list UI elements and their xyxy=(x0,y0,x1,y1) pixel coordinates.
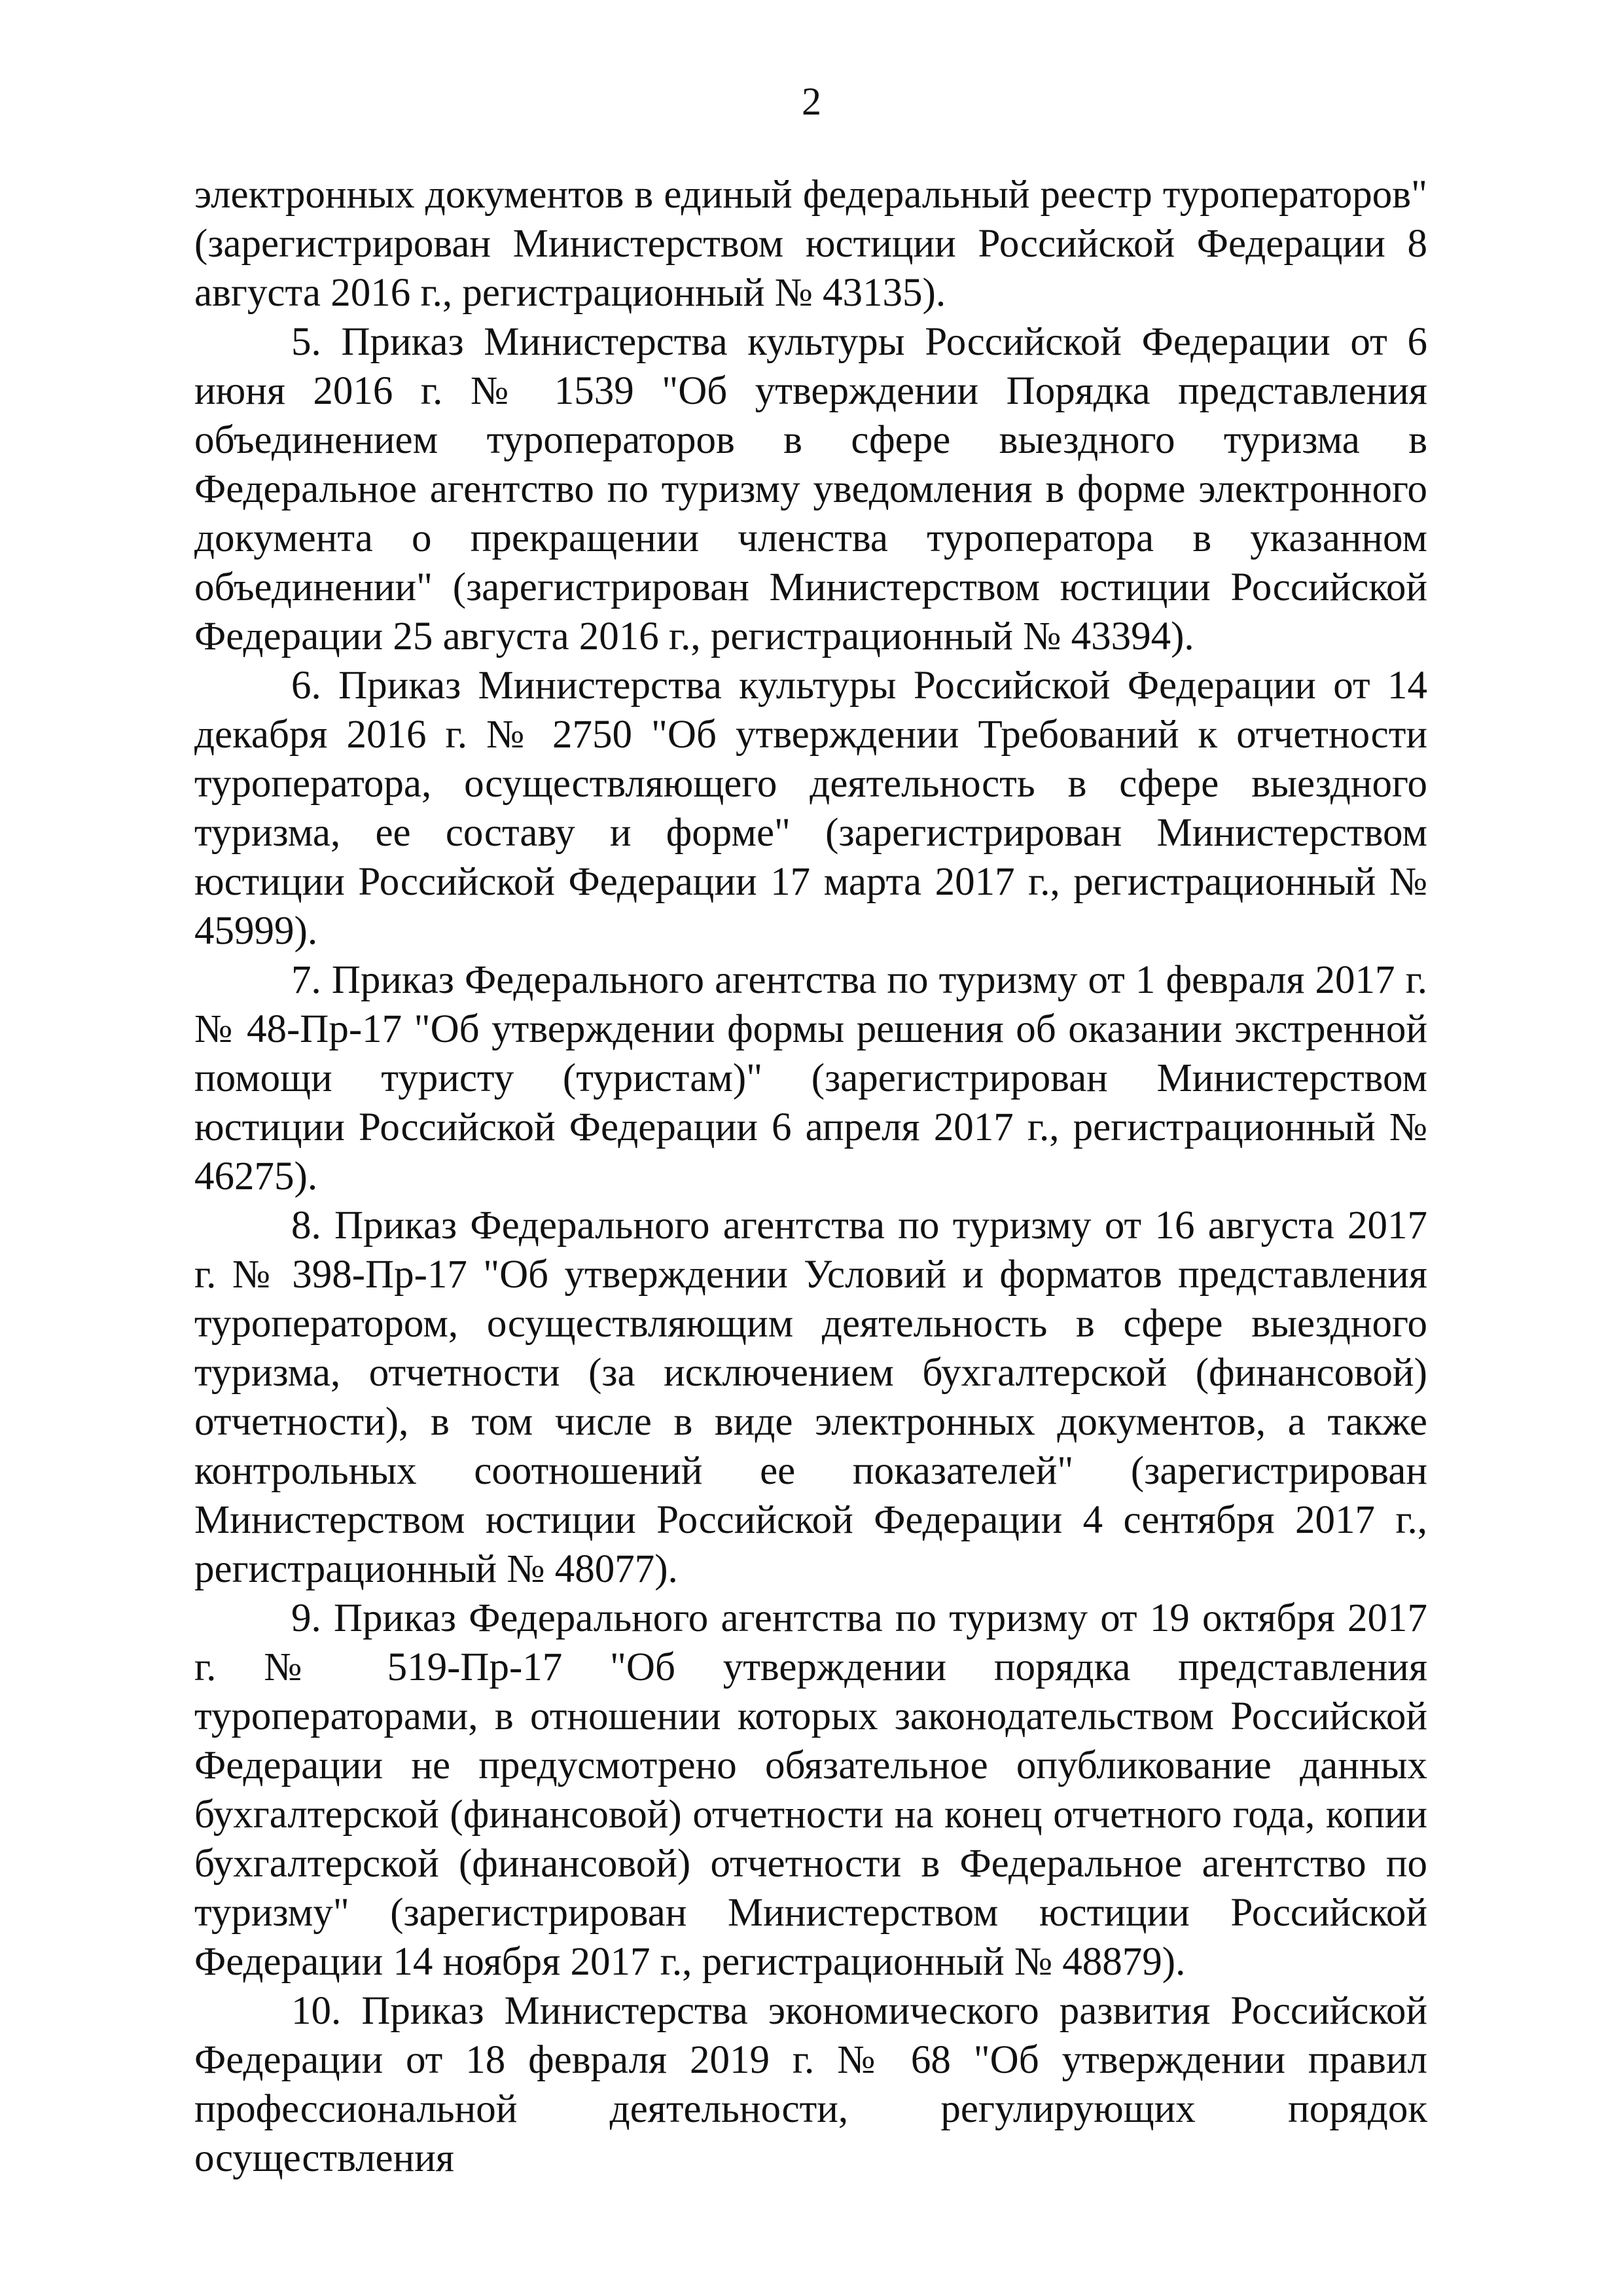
paragraph-item-9: 9. Приказ Федерального агентства по туризму от 19 октября 2017 г. № 519-Пр-17 "Об утверждении порядка представления туроператорами, в отношении которых законодательством Российской Федерации не предусмотрено обязательное опубликование данных бухгалтерской (финансовой) отчетности на конец отчетного года, копии бухгалтерской (финансовой) отчетности в Федеральное агентство по туризму" (зарегистрирован Министерством юстиции Российской Федерации 14 ноября 2017 г., регистрационный № 48879). xyxy=(194,1596,1427,1984)
page-number: 2 xyxy=(802,80,821,123)
paragraph-item-6: 6. Приказ Министерства культуры Российской Федерации от 14 декабря 2016 г. № 2750 "Об утверждении Требований к отчетности туроператора, осуществляющего деятельность в сфере выездного туризма, ее составу и форме" (зарегистрирован Министерством юстиции Российской Федерации 17 марта 2017 г., регистрационный № 45999). xyxy=(194,664,1427,953)
paragraph-item-10: 10. Приказ Министерства экономического развития Российской Федерации от 18 февраля 2019 г. № 68 "Об утверждении правил профессиональной деятельности, регулирующих порядок осуществления xyxy=(194,1989,1427,2180)
paragraph-item-7: 7. Приказ Федерального агентства по туризму от 1 февраля 2017 г. № 48-Пр-17 "Об утверждении формы решения об оказании экстренной помощи туристу (туристам)" (зарегистрирован Министерством юстиции Российской Федерации 6 апреля 2017 г., регистрационный № 46275). xyxy=(194,958,1427,1198)
paragraph-item-8: 8. Приказ Федерального агентства по туризму от 16 августа 2017 г. № 398-Пр-17 "Об утверждении Условий и форматов представления туроператором, осуществляющим деятельность в сфере выездного туризма, отчетности (за исключением бухгалтерской (финансовой) отчетности), в том числе в виде электронных документов, а также контрольных соотношений ее показателей" (зарегистрирован Министерством юстиции Российской Федерации 4 сентября 2017 г., регистрационный № 48077). xyxy=(194,1204,1427,1591)
paragraph-item-5: 5. Приказ Министерства культуры Российской Федерации от 6 июня 2016 г. № 1539 "Об утверждении Порядка представления объединением туроператоров в сфере выездного туризма в Федеральное агентство по туризму уведомления в форме электронного документа о прекращении членства туроператора в указанном объединении" (зарегистрирован Министерством юстиции Российской Федерации 25 августа 2016 г., регистрационный № 43394). xyxy=(194,320,1427,658)
paragraph-continuation: электронных документов в единый федеральный реестр туроператоров" (зарегистрирован Министерством юстиции Российской Федерации 8 августа 2016 г., регистрационный № 43135). xyxy=(194,173,1427,315)
document-body xyxy=(194,170,1427,2183)
